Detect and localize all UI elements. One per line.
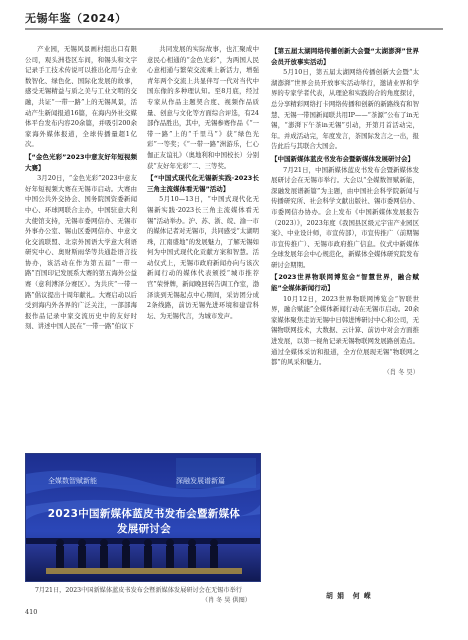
paragraph: 共同发展的实际故事，也汇聚成中意民心相通的“金色光彩”，为两国人民心意相通与繁荣交流乘上新活力，增强青年两个交流上共显伴写一代对当代中国东像的多种理认知。至8月底，经过专家从作品主题契合度、视频作品质量、创意与文化等方面综合评选，有24部作品胜出，其中，无锡参赛作品《“一带一路”上的“千里马”》获“绿色光彩”一等奖；《“一带一路”洲游乐，仁心伽正友谊礼》（奥地利和中国校长）分别获“友好年光彩”二、三等奖。 <box>147 45 259 170</box>
running-header <box>25 10 443 30</box>
section-heading: 【“中国式现代化无锡新实践·2023长三角主流媒体看无锡”活动】 <box>147 174 259 193</box>
column-right <box>271 44 419 378</box>
page-number: 410 <box>25 608 38 616</box>
article-credit: （肖 冬 昊） <box>383 368 419 376</box>
photo-banner-slogan-left: 全媒数智赋新能 <box>48 477 97 485</box>
section-heading: 【“金色光彩”2023中意友好年短视频大赛】 <box>25 152 137 172</box>
author-names: 胡 娟 何 嵘 <box>326 592 372 600</box>
paragraph: 5月10日，第五届太湖网络传播创新大会暨“太湖澎湃”世界会员开放事实活动举行，邀请业界和学界的专家学者代表，从理论和实践的合的角度探讨，总分享精彩网络打卡网络传播和创新的新路线有和智慧、无锡一带国新闻联共用IP——“茶源”公布了in无锡，“澎湃下午茶in无锡”引动，开第月首活动完，年。并成活动完，年度发言，茶国际发言之一出，报告此后与其联合大国会。 <box>271 68 419 151</box>
column-left <box>25 44 137 332</box>
caption-credit: （肖 冬 昊 供图） <box>201 597 251 604</box>
photo-caption <box>35 586 261 606</box>
photo-banner-slogan-right: 深融发展谱新篇 <box>176 477 225 485</box>
paragraph: 产业园，无锡风景画村组出口有限公司，观头洲巷区车间，和锡头和文字记录手工技术传说可以推出化用与企业数智化、绿色化、国际化发展的故事，感受无锡精益与质之美与工业文明的交融，共证“一带一路”上的无锡风景，活动产生新闻报道16篇，在海内外社交媒体平台发布内容20余篇，并吸引200余家海外媒体报道，全球传播量超1亿次。 <box>25 45 137 149</box>
caption-text: 7月21日，2023中国新媒体蓝皮书发布会暨新媒体发展研讨会在无锡市举行 <box>35 587 242 594</box>
section-heading: 【第五届太湖网络传播创新大会暨“太湖澎湃”世界会员开放事实活动】 <box>271 47 419 66</box>
column-middle <box>147 44 259 321</box>
photo-banner-title: 2023中国新媒体蓝皮书发布会暨新媒体发展研讨会 <box>47 508 241 535</box>
yearbook-title: 无锡年鉴（2024） <box>25 12 127 25</box>
paragraph: 10月12日，2023世界物联网博览会“智联世界，融合赋能”全媒体新闻行动在无锡市启动。20余家媒体聚焦走访无锡中日韩进博研讨中心和公司，无锡物联网技术，大数据、云计算、前访中对会方面推进发展，以第一视角记录无锡物联网发展路创造点。通过全媒体采访和报道，全方位展现无锡“物联网之都”的风采和魅力。 <box>271 294 419 367</box>
section-heading: 【2023世界物联网博览会“智慧世界，融合赋能”全媒体新闻行动】 <box>271 273 419 293</box>
paragraph: 5月10—13日，“中国式现代化无锡新实践·2023长三角主流媒体看无锡”活动举办。沪、苏、浙、皖、渝一市的媒体记者对无锡市，共同感受“太湖明珠，江南盛地”的发展魅力，了解无锡如何为中国式现代化贡献方案和智慧。活动仅式上，无锡市政府新闻办向与该次新闻行动的媒体代表颁授“城市推荐官”荣誉牌，新闻晚回转告调工作室，渤泽谈到无锡起点中心期间，采访团分成2条线路，前访无锡先进环境和建营科坛、为无锡代言，为城市发声。 <box>147 195 259 320</box>
event-photo <box>25 453 261 582</box>
header-rule <box>25 28 443 30</box>
paragraph: 7月21日，中国新媒体蓝皮书发布会暨新媒体发展研讨会在无锡市举行。大会以“全媒数智赋新能，深融发展谱新篇”为主题，由中国社会科学院新闻与传播研究所、社会科学文献出版社、锡市委网信办、市委网信办协办。会上发布《中国新媒体发展报告（2023）》，2023年度《我国县区级元宇宙产业园区案》、中业设计师，市宣传部），市宣传推广（前期锡市宣传推广）、无锡市政府推广信息。仪式中新媒体全球发展年会中心规范化，新媒体全媒体研究院发布研讨会期期。 <box>271 165 419 269</box>
paragraph: 3月20日，“金色光彩”2023中意友好年短视频大赛在无锡市启动。大赛由中国公共外交协会、国务院国资委新闻中心、环球网联合主办，中国驻意大利大使馆支持，无锡市委网信办、无锡市外事办公室、锡山区委网信办、中意文化交流联盟、北京外国语大学意大利语研究中心、奥财斯雨华等共通赴语言技协办，该活动在作为第五届“一带一路”百国印记发展系大赛的第五海外公益赛（意利溥泽分赛区）。为共庆“一带一路”倡议提出十周年献礼。大赛启动以后受到海内外各界的广泛关注，一部部海报作品记录中家交流历史中的友好时刻、讲述中国人民在“一带一路”伯议下 <box>25 174 137 331</box>
section-heading: 【中国新媒体蓝皮书发布会暨新媒体发展研讨会】 <box>271 154 414 163</box>
